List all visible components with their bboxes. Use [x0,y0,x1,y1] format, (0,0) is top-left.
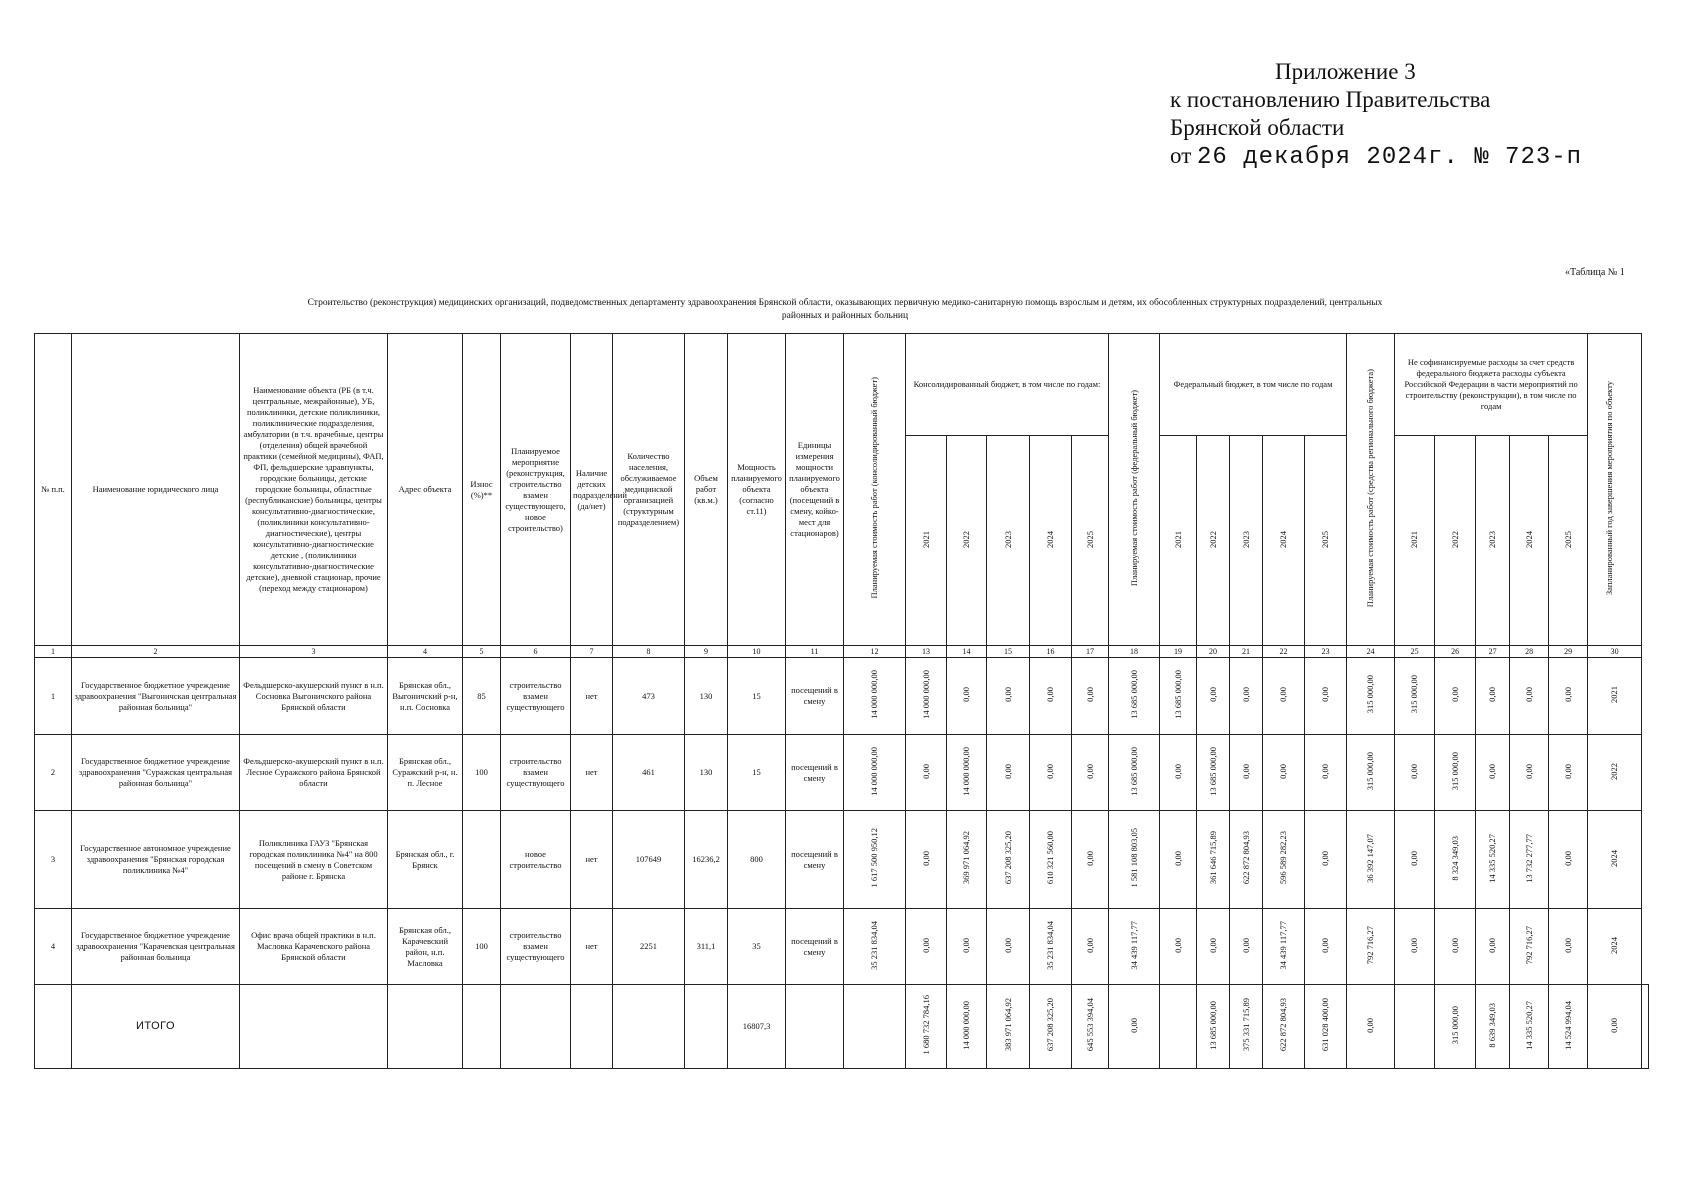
consolidated-year-value: 0,00 [987,909,1030,985]
total-empty [786,985,844,1069]
consolidated-year-value: 0,00 [987,658,1030,735]
date-prefix: от [1170,143,1192,168]
col-header-capacity: Мощность планируемого объекта (согласно ст.11) [728,334,786,646]
completion-year: 2022 [1588,735,1642,811]
year-cell: 2023 [987,436,1030,646]
wear-percent: 85 [463,658,501,735]
children-units: нет [571,735,613,811]
col-header-federal-group: Федеральный бюджет, в том числе по годам [1160,334,1347,436]
completion-year: 2024 [1588,811,1642,909]
col-header-entity: Наименование юридического лица [72,334,240,646]
federal-year-value: 0,00 [1263,658,1305,735]
object-address: Брянская обл., Выгоничский р-н, н.п. Сосновка [388,658,463,735]
col-header-children: Наличие детских подразделений (да/нет) [571,334,613,646]
nonco-year-value: 14 335 520,27 [1476,811,1510,909]
year-cell: 2024 [1030,436,1072,646]
consolidated-year-value: 0,00 [1030,658,1072,735]
nonco-year-value: 0,00 [1435,909,1476,985]
federal-year-value: 0,00 [1160,909,1197,985]
federal-year-value: 0,00 [1230,735,1263,811]
column-number: 21 [1230,646,1263,658]
total-row [35,985,1649,1069]
capacity: 35 [728,909,786,985]
population-served: 107649 [613,811,685,909]
completion-year: 2021 [1588,658,1642,735]
cost-regional: 36 392 147,07 [1347,811,1395,909]
cost-federal: 34 439 117,77 [1109,909,1160,985]
nonco-year-value: 0,00 [1395,811,1435,909]
population-served: 2251 [613,909,685,985]
cost-federal: 13 685 000,00 [1109,658,1160,735]
object-address: Брянская обл., Суражский р-н, н. п. Лесное [388,735,463,811]
year-cell: 2025 [1072,436,1109,646]
column-number: 30 [1588,646,1642,658]
work-volume: 16236,2 [685,811,728,909]
column-number: 10 [728,646,786,658]
row-number: 3 [35,811,72,909]
column-number: 15 [987,646,1030,658]
planned-activity: строительство взамен существующего [501,658,571,735]
object-name: Офис врача общей практики в н.п. Масловка Карачевского района Брянской области [240,909,388,985]
consolidated-year-value: 637 208 325,20 [987,811,1030,909]
column-number: 22 [1263,646,1305,658]
wear-percent: 100 [463,735,501,811]
federal-year-value: 0,00 [1230,909,1263,985]
column-number: 2 [72,646,240,658]
col-header-cost-consolidated: Планируемая стоимость работ (консолидированный бюджет) [844,334,906,646]
total-cost-consolidated: 1 680 732 784,16 [906,985,947,1069]
appendix-line-1: Приложение 3 [1275,59,1416,84]
column-number: 12 [844,646,906,658]
consolidated-year-value: 0,00 [1072,735,1109,811]
column-number: 29 [1549,646,1588,658]
column-number: 14 [947,646,987,658]
appendix-line-3: Брянской области [1170,115,1345,140]
entity-name: Государственное бюджетное учреждение здравоохранения "Карачевская центральная районная больница [72,909,240,985]
federal-year-value: 0,00 [1230,658,1263,735]
col-header-wear: Износ (%)** [463,334,501,646]
consolidated-year-value: 0,00 [906,909,947,985]
col-header-num: № п.п. [35,334,72,646]
column-number: 18 [1109,646,1160,658]
federal-year-value: 0,00 [1305,909,1347,985]
year-cell: 2025 [1549,436,1588,646]
nonco-year-value: 0,00 [1395,909,1435,985]
federal-year-value: 0,00 [1305,658,1347,735]
appendix-date-line [1170,142,1582,172]
year-cell: 2023 [1476,436,1510,646]
federal-year-value: 34 439 117,77 [1263,909,1305,985]
cost-consolidated: 35 231 834,04 [844,909,906,985]
column-number: 4 [388,646,463,658]
appendix-line-2: к постановлению Правительства [1170,87,1491,112]
column-number: 9 [685,646,728,658]
total-federal-year: 13 685 000,00 [1197,985,1230,1069]
object-address: Брянская обл., Карачевский район, н.п. Масловка [388,909,463,985]
year-cell: 2022 [947,436,987,646]
year-cell: 2021 [1395,436,1435,646]
consolidated-year-value: 0,00 [987,735,1030,811]
column-number: 24 [1347,646,1395,658]
total-nonco-year: 8 639 349,03 [1476,985,1510,1069]
total-consolidated-year: 645 553 394,04 [1072,985,1109,1069]
column-number: 13 [906,646,947,658]
capacity: 15 [728,658,786,735]
total-empty [240,985,388,1069]
total-empty [501,985,571,1069]
year-cell: 2023 [1230,436,1263,646]
column-number: 5 [463,646,501,658]
nonco-year-value: 13 732 277,77 [1510,811,1549,909]
consolidated-year-value: 0,00 [947,909,987,985]
col-header-consolidated-group: Консолидированный бюджет, в том числе по годам: [906,334,1109,436]
appendix-header [1170,58,1582,172]
cost-regional: 315 000,00 [1347,735,1395,811]
consolidated-year-value: 0,00 [947,658,987,735]
work-volume: 130 [685,658,728,735]
cost-regional: 315 000,00 [1347,658,1395,735]
cost-consolidated: 14 000 000,00 [844,735,906,811]
column-numbers-row [35,646,1649,658]
column-number: 28 [1510,646,1549,658]
cost-federal: 13 685 000,00 [1109,735,1160,811]
year-cell: 2021 [906,436,947,646]
total-empty [613,985,685,1069]
total-volume: 16807,3 [728,985,786,1069]
row-number: 1 [35,658,72,735]
year-cell: 2022 [1435,436,1476,646]
total-federal-year: 622 872 804,93 [1263,985,1305,1069]
planned-activity: строительство взамен существующего [501,909,571,985]
row-number: 2 [35,735,72,811]
completion-year: 2024 [1588,909,1642,985]
federal-year-value: 596 589 282,23 [1263,811,1305,909]
nonco-year-value: 0,00 [1510,658,1549,735]
column-number: 26 [1435,646,1476,658]
column-number: 27 [1476,646,1510,658]
col-header-completion: Запланированный год завершения мероприятия по объекту [1588,334,1642,646]
consolidated-year-value: 0,00 [906,811,947,909]
federal-year-value: 0,00 [1305,735,1347,811]
entity-name: Государственное бюджетное учреждение здравоохранения "Суражская центральная районная больница" [72,735,240,811]
children-units: нет [571,658,613,735]
entity-name: Государственное автономное учреждение здравоохранения "Брянская городская поликлиника №4" [72,811,240,909]
col-header-volume: Объем работ (кв.м.) [685,334,728,646]
table-row [35,735,1649,811]
nonco-year-value: 0,00 [1510,735,1549,811]
total-consolidated-year: 0,00 [1109,985,1160,1069]
year-cell: 2022 [1197,436,1230,646]
table-row [35,811,1649,909]
col-header-cost-federal: Планируемая стоимость работ (федеральный бюджет) [1109,334,1160,646]
planned-activity: новое строительство [501,811,571,909]
consolidated-year-value: 14 000 000,00 [906,658,947,735]
col-header-units: Единицы измерения мощности планируемого объекта (посещений в смену, койко-мест для стационаров) [786,334,844,646]
entity-name: Государственное бюджетное учреждение здравоохранения "Выгоничская центральная районная больница" [72,658,240,735]
consolidated-year-value: 0,00 [906,735,947,811]
total-empty [463,985,501,1069]
table-number: «Таблица № 1 [1565,267,1625,278]
object-name: Фельдшерско-акушерский пункт в н.п. Сосновка Выгоничского района Брянской области [240,658,388,735]
col-header-population: Количество населения, обслуживаемое медицинской организацией (структурным подразделением) [613,334,685,646]
consolidated-year-value: 610 321 560,00 [1030,811,1072,909]
year-cell: 2025 [1305,436,1347,646]
total-nonco-year: 315 000,00 [1435,985,1476,1069]
nonco-year-value: 0,00 [1549,909,1588,985]
column-number: 8 [613,646,685,658]
capacity-units: посещений в смену [786,658,844,735]
column-number: 19 [1160,646,1197,658]
consolidated-year-value: 14 000 000,00 [947,735,987,811]
col-header-cost-regional: Планируемая стоимость работ (средства регионального бюджета) [1347,334,1395,646]
total-empty [844,985,906,1069]
object-name: Фельдшерско-акушерский пункт в н.п. Лесное Суражского района Брянской области [240,735,388,811]
work-volume: 311,1 [685,909,728,985]
total-empty [685,985,728,1069]
total-consolidated-year: 637 208 325,20 [1030,985,1072,1069]
federal-year-value: 622 872 804,93 [1230,811,1263,909]
federal-year-value: 361 646 715,89 [1197,811,1230,909]
federal-year-value: 0,00 [1160,735,1197,811]
total-empty [1642,985,1649,1069]
nonco-year-value: 8 324 349,03 [1435,811,1476,909]
wear-percent [463,811,501,909]
nonco-year-value: 0,00 [1395,735,1435,811]
federal-year-value: 0,00 [1263,735,1305,811]
consolidated-year-value: 0,00 [1030,735,1072,811]
column-number: 17 [1072,646,1109,658]
federal-year-value: 13 685 000,00 [1197,735,1230,811]
col-header-nonco-group: Не софинансируемые расходы за счет средств федерального бюджета расходы субъекта Российской Федерации в части мероприятий по строительству (реконструкции), в том числе по годам [1395,334,1588,436]
federal-year-value: 0,00 [1305,811,1347,909]
work-volume: 130 [685,735,728,811]
resolution-date: 26 декабря 2024г. № 723-п [1197,144,1583,171]
total-label: ИТОГО [72,985,240,1069]
cost-consolidated: 1 617 500 950,12 [844,811,906,909]
column-number: 3 [240,646,388,658]
year-cell: 2024 [1263,436,1305,646]
cost-consolidated: 14 000 000,00 [844,658,906,735]
nonco-year-value: 315 000,00 [1395,658,1435,735]
year-cell: 2021 [1160,436,1197,646]
total-empty [571,985,613,1069]
total-consolidated-year: 383 971 064,92 [987,985,1030,1069]
children-units: нет [571,811,613,909]
header-row-1 [35,334,1649,436]
capacity-units: посещений в смену [786,811,844,909]
total-empty [1160,985,1197,1069]
total-empty [35,985,72,1069]
nonco-year-value: 792 716,27 [1510,909,1549,985]
object-address: Брянская обл., г. Брянск [388,811,463,909]
column-number: 11 [786,646,844,658]
total-federal-year: 0,00 [1347,985,1395,1069]
federal-year-value: 0,00 [1197,909,1230,985]
column-number: 25 [1395,646,1435,658]
total-empty [1395,985,1435,1069]
year-cell: 2024 [1510,436,1549,646]
col-header-address: Адрес объекта [388,334,463,646]
construction-table [34,333,1649,1069]
column-number: 20 [1197,646,1230,658]
consolidated-year-value: 0,00 [1072,658,1109,735]
nonco-year-value: 0,00 [1549,735,1588,811]
nonco-year-value: 0,00 [1435,658,1476,735]
federal-year-value: 0,00 [1197,658,1230,735]
cost-federal: 1 581 108 803,05 [1109,811,1160,909]
column-number: 6 [501,646,571,658]
total-consolidated-year: 14 000 000,00 [947,985,987,1069]
total-empty [388,985,463,1069]
consolidated-year-value: 35 231 834,04 [1030,909,1072,985]
nonco-year-value: 0,00 [1476,909,1510,985]
total-nonco-year: 0,00 [1588,985,1642,1069]
nonco-year-value: 0,00 [1476,735,1510,811]
consolidated-year-value: 0,00 [1072,909,1109,985]
row-number: 4 [35,909,72,985]
cost-regional: 792 716,27 [1347,909,1395,985]
column-number: 1 [35,646,72,658]
federal-year-value: 13 685 000,00 [1160,658,1197,735]
col-header-planned: Планируемое мероприятие (реконструкция, строительство взамен существующего, новое строительство) [501,334,571,646]
total-federal-year: 631 028 400,00 [1305,985,1347,1069]
column-number: 7 [571,646,613,658]
nonco-year-value: 315 000,00 [1435,735,1476,811]
children-units: нет [571,909,613,985]
capacity-units: посещений в смену [786,909,844,985]
nonco-year-value: 0,00 [1476,658,1510,735]
capacity: 800 [728,811,786,909]
population-served: 461 [613,735,685,811]
object-name: Поликлиника ГАУЗ "Брянская городская поликлиника №4" на 800 посещений в смену в Советском районе г. Брянска [240,811,388,909]
column-number: 23 [1305,646,1347,658]
document-title: Строительство (реконструкция) медицинских организаций, подведомственных департаменту здравоохранения Брянской области, оказывающих первичную медико-санитарную помощь взрослым и детям, их обособленных структурных подразделений, центральных районных и районных больниц [307,298,1383,321]
wear-percent: 100 [463,909,501,985]
total-nonco-year: 14 335 520,27 [1510,985,1549,1069]
column-number: 16 [1030,646,1072,658]
consolidated-year-value: 369 971 064,92 [947,811,987,909]
nonco-year-value: 0,00 [1549,658,1588,735]
consolidated-year-value: 0,00 [1072,811,1109,909]
population-served: 473 [613,658,685,735]
federal-year-value: 0,00 [1160,811,1197,909]
col-header-object: Наименование объекта (РБ (в т.ч. центральные, межрайонные), УБ, поликлиники, детские поликлиники, поликлинические подразделения, амбулатории (в т.ч. врачебные, центры (отделения) общей врачебной практики (семейной медицины), ФАП, ФП, фельдшерские здравпункты, городские больницы, детские городские больницы, областные (республиканские) больницы, центры консультативно-диагностические, (поликлиники консультативно-диагностические), центры консультативно-диагностические детские , (поликлиники консультативно-диагностические детские), дневной стационар, прочие (переход между стационаром) [240,334,388,646]
planned-activity: строительство взамен существующего [501,735,571,811]
capacity-units: посещений в смену [786,735,844,811]
total-federal-year: 375 331 715,89 [1230,985,1263,1069]
nonco-year-value: 0,00 [1549,811,1588,909]
table-row [35,909,1649,985]
table-row [35,658,1649,735]
capacity: 15 [728,735,786,811]
total-nonco-year: 14 524 994,04 [1549,985,1588,1069]
